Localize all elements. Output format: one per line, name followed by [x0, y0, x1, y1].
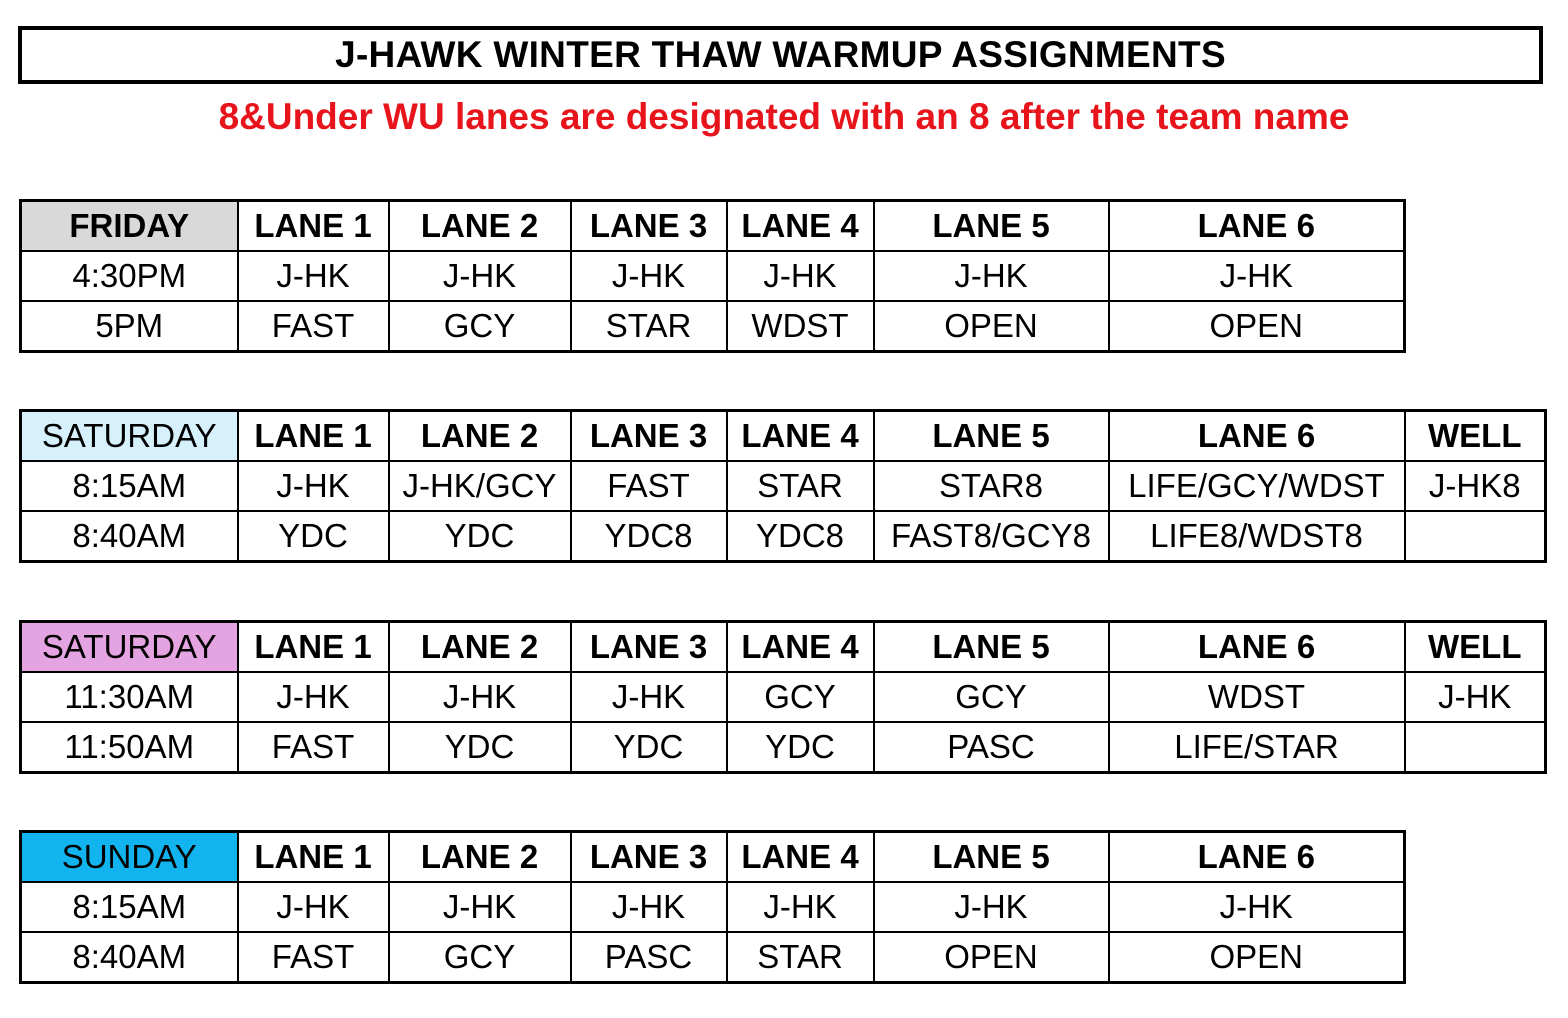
day-header-cell: SATURDAY — [21, 411, 238, 462]
assignment-cell: J-HK — [238, 461, 389, 511]
lane-header-cell: LANE 3 — [571, 411, 727, 462]
schedule-table-saturday-morning — [19, 409, 1547, 563]
lane-header-cell: LANE 6 — [1109, 201, 1405, 252]
lane-header-cell: LANE 3 — [571, 201, 727, 252]
lane-header-cell: LANE 1 — [238, 832, 389, 883]
assignment-cell — [1405, 511, 1546, 562]
assignment-cell: J-HK/GCY — [389, 461, 571, 511]
day-header-cell: SUNDAY — [21, 832, 238, 883]
time-cell: 11:30AM — [21, 672, 238, 722]
assignment-cell: YDC8 — [571, 511, 727, 562]
assignment-cell: J-HK — [238, 672, 389, 722]
table-row — [21, 882, 1405, 932]
day-header-cell: SATURDAY — [21, 622, 238, 673]
assignment-cell: FAST — [238, 301, 389, 352]
lane-header-cell: LANE 2 — [389, 201, 571, 252]
assignment-cell: J-HK — [238, 882, 389, 932]
assignment-cell: FAST8/GCY8 — [874, 511, 1109, 562]
assignment-cell: YDC — [238, 511, 389, 562]
lane-header-cell: LANE 3 — [571, 832, 727, 883]
table-header-row — [21, 411, 1546, 462]
assignment-cell: YDC — [389, 722, 571, 773]
assignment-cell: J-HK — [571, 882, 727, 932]
page-title — [18, 26, 1543, 84]
table-row — [21, 672, 1546, 722]
assignment-cell: LIFE/GCY/WDST — [1109, 461, 1405, 511]
lane-header-cell: LANE 5 — [874, 411, 1109, 462]
page-title-text: J-HAWK WINTER THAW WARMUP ASSIGNMENTS — [335, 34, 1226, 75]
assignment-cell: WDST — [727, 301, 874, 352]
time-cell: 11:50AM — [21, 722, 238, 773]
assignment-cell: GCY — [727, 672, 874, 722]
time-cell: 4:30PM — [21, 251, 238, 301]
lane-header-cell: LANE 4 — [727, 201, 874, 252]
assignment-cell: STAR — [571, 301, 727, 352]
lane-header-cell: LANE 5 — [874, 201, 1109, 252]
time-cell: 5PM — [21, 301, 238, 352]
time-cell: 8:15AM — [21, 882, 238, 932]
table-row — [21, 461, 1546, 511]
assignment-cell: LIFE/STAR — [1109, 722, 1405, 773]
table-row — [21, 251, 1405, 301]
assignment-cell: FAST — [238, 932, 389, 983]
time-cell: 8:40AM — [21, 511, 238, 562]
assignment-cell: OPEN — [1109, 932, 1405, 983]
lane-header-cell: LANE 4 — [727, 832, 874, 883]
day-header-cell: FRIDAY — [21, 201, 238, 252]
assignment-cell: WDST — [1109, 672, 1405, 722]
assignment-cell: J-HK — [1109, 251, 1405, 301]
assignment-cell: J-HK — [874, 251, 1109, 301]
assignment-cell: GCY — [874, 672, 1109, 722]
assignment-cell: GCY — [389, 301, 571, 352]
assignment-cell: FAST — [571, 461, 727, 511]
schedule-table-saturday-midday — [19, 620, 1547, 774]
assignment-cell: J-HK — [238, 251, 389, 301]
time-cell: 8:40AM — [21, 932, 238, 983]
subtitle-note: 8&Under WU lanes are designated with an 8 after the team name — [218, 96, 1350, 137]
assignment-cell: J-HK — [727, 251, 874, 301]
assignment-cell: GCY — [389, 932, 571, 983]
schedule-table-sunday — [19, 830, 1406, 984]
assignment-cell: OPEN — [874, 932, 1109, 983]
assignment-cell: PASC — [571, 932, 727, 983]
assignment-cell: YDC — [389, 511, 571, 562]
lane-header-cell: LANE 5 — [874, 832, 1109, 883]
assignment-cell: STAR — [727, 932, 874, 983]
assignment-cell — [1405, 722, 1546, 773]
lane-header-cell: LANE 2 — [389, 832, 571, 883]
lane-header-cell: LANE 1 — [238, 201, 389, 252]
assignment-cell: OPEN — [874, 301, 1109, 352]
lane-header-cell: LANE 2 — [389, 411, 571, 462]
assignment-cell: STAR8 — [874, 461, 1109, 511]
schedule-table-friday — [19, 199, 1406, 353]
table-header-row — [21, 832, 1405, 883]
assignment-cell: J-HK — [727, 882, 874, 932]
assignment-cell: STAR — [727, 461, 874, 511]
table-row — [21, 511, 1546, 562]
assignment-cell: PASC — [874, 722, 1109, 773]
assignment-cell: J-HK — [389, 251, 571, 301]
assignment-cell: FAST — [238, 722, 389, 773]
assignment-cell: J-HK — [874, 882, 1109, 932]
table-row — [21, 932, 1405, 983]
assignment-cell: J-HK — [571, 672, 727, 722]
lane-header-cell: LANE 4 — [727, 622, 874, 673]
lane-header-cell: LANE 1 — [238, 411, 389, 462]
assignment-cell: J-HK — [1405, 672, 1546, 722]
lane-header-cell: LANE 6 — [1109, 411, 1405, 462]
table-row — [21, 301, 1405, 352]
assignment-cell: YDC — [727, 722, 874, 773]
table-header-row — [21, 201, 1405, 252]
assignment-cell: J-HK — [389, 672, 571, 722]
assignment-cell: J-HK — [389, 882, 571, 932]
assignment-cell: J-HK — [1109, 882, 1405, 932]
lane-header-cell: LANE 3 — [571, 622, 727, 673]
lane-header-cell: LANE 6 — [1109, 832, 1405, 883]
lane-header-cell: LANE 5 — [874, 622, 1109, 673]
assignment-cell: YDC8 — [727, 511, 874, 562]
assignment-cell: LIFE8/WDST8 — [1109, 511, 1405, 562]
table-row — [21, 722, 1546, 773]
assignment-cell: J-HK8 — [1405, 461, 1546, 511]
table-header-row — [21, 622, 1546, 673]
lane-header-cell: LANE 1 — [238, 622, 389, 673]
time-cell: 8:15AM — [21, 461, 238, 511]
well-header-cell: WELL — [1405, 411, 1546, 462]
lane-header-cell: LANE 6 — [1109, 622, 1405, 673]
assignment-cell: OPEN — [1109, 301, 1405, 352]
lane-header-cell: LANE 2 — [389, 622, 571, 673]
lane-header-cell: LANE 4 — [727, 411, 874, 462]
assignment-cell: J-HK — [571, 251, 727, 301]
assignment-cell: YDC — [571, 722, 727, 773]
well-header-cell: WELL — [1405, 622, 1546, 673]
